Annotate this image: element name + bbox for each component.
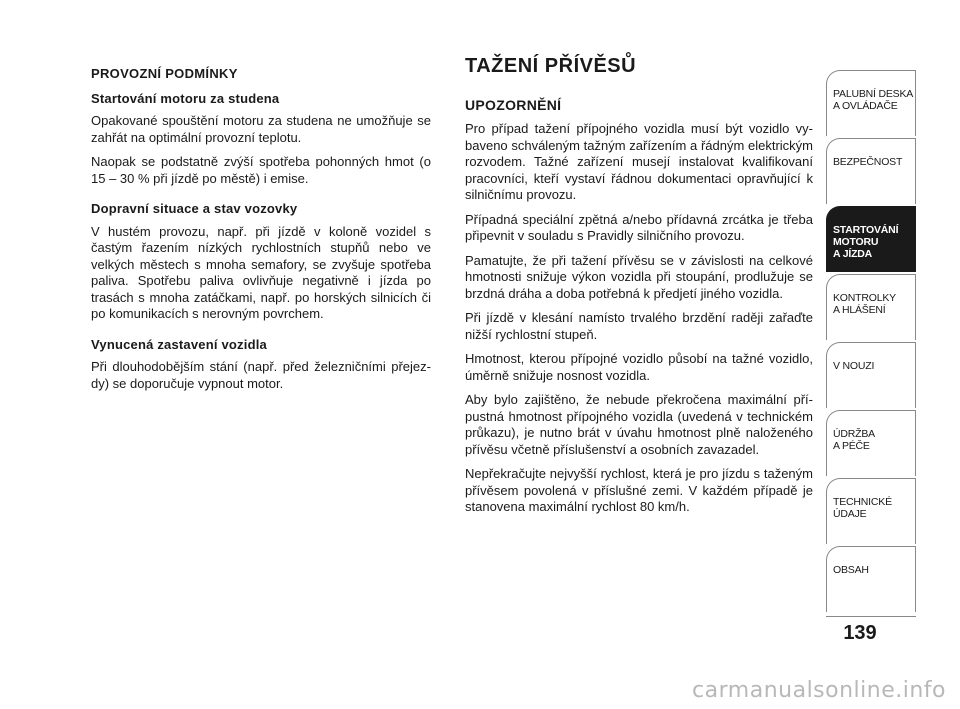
left-column [91,66,431,400]
paragraph: V hustém provozu, např. při jízdě v koloně vozidel s častým řazením nízkých rychlostních stupňů nebo ve velkých městech s mnoha semafory, se zvyšuje spotřeba paliva. Spotřebu paliva ovlivňuje negativně i jízda po trasách s mnoha zatáčkami, např. po horských silnicích či po komunikacích s nerovným povrchem. [91,223,431,321]
chapter-tabs [826,70,916,614]
tab-obsah[interactable] [826,546,916,612]
tab-label: ÚDRŽBA A PÉČE [833,428,875,452]
tab-label: TECHNICKÉ ÚDAJE [833,496,892,520]
paragraph: Pro případ tažení přípojného vozidla musí být vozidlo vybaveno schváleným tažným zařízením a řádným elektrickým rozvodem. Tažné zařízení musejí instalovat kvalifikovaní pracovníci, kteří vystaví řádnou dokumentaci opravňující k silničnímu provozu. [465,121,813,202]
warning-heading: UPOZORNĚNÍ [465,96,562,113]
tab-label: V NOUZI [833,360,875,372]
tab-palubni-deska[interactable] [826,70,916,136]
subsection-title: Startování motoru za studena [91,90,280,106]
right-column [465,55,813,524]
paragraph: Aby bylo zajištěno, že nebude překročena maximální přípustná hmotnost přípojného vozidla (uvedená v technickém průkazu), je nutno brát v úvahu hmotnost plně naloženého přívěsu včetně příslušenství a osobních zavazadel. [465,392,813,457]
page-title: TAŽENÍ PŘÍVĚSŮ [465,55,637,77]
divider [826,616,916,617]
paragraph: Případná speciální zpětná a/nebo přídavná zrcátka je třeba připevnit v souladu s Pravidly silničního provozu. [465,211,813,243]
tab-bezpecnost[interactable] [826,138,916,204]
tab-kontrolky[interactable] [826,274,916,340]
watermark: carmanualsonline.info [692,678,946,703]
paragraph: Opakované spouštění motoru za studena ne umožňuje se zahřát na optimální provozní teplotu. [91,113,431,145]
subsection-title: Dopravní situace a stav vozovky [91,201,298,216]
page-number: 139 [843,622,877,644]
tab-label: STARTOVÁNÍ MOTORU A JÍZDA [833,224,899,260]
subsection-title: Vynucená zastavení vozidla [91,336,267,352]
tab-startovani[interactable] [826,206,916,272]
paragraph: Nepřekračujte nejvyšší rychlost, která je pro jízdu s taženým přívěsem povolená v příslušné zemi. V každém případě je stanovena maximální rychlost 80 km/h. [465,466,813,514]
paragraph: Při jízdě v klesání namísto trvalého brzdění raději zařaďte nižší rychlostní stupeň. [465,310,813,342]
paragraph: Hmotnost, kterou přípojné vozidlo působí na tažné vozidlo, úměrně snižuje nosnost vozidla. [465,351,813,383]
tab-udrzba[interactable] [826,410,916,476]
paragraph: Naopak se podstatně zvýší spotřeba pohonných hmot (o 15 – 30 % při jízdě po městě) i emise. [91,154,431,186]
paragraph: Při dlouhodobějším stání (např. před železničními přejezdy) se doporučuje vypnout motor. [91,359,431,391]
tab-v-nouzi[interactable] [826,342,916,408]
tab-label: BEZPEČNOST [833,156,903,168]
paragraph: Pamatujte, že při tažení přívěsu se v závislosti na celkové hmotnosti snižuje výkon vozidla při stoupání, prodlužuje se brzdná dráha a doba potřebná k předjetí jiného vozidla. [465,252,813,301]
tab-technicke-udaje[interactable] [826,478,916,544]
tab-label: KONTROLKY A HLÁŠENÍ [833,292,896,316]
tab-label: PALUBNÍ DESKA A OVLÁDAČE [833,88,914,112]
section-heading: PROVOZNÍ PODMÍNKY [91,66,238,81]
tab-label: OBSAH [833,564,869,576]
